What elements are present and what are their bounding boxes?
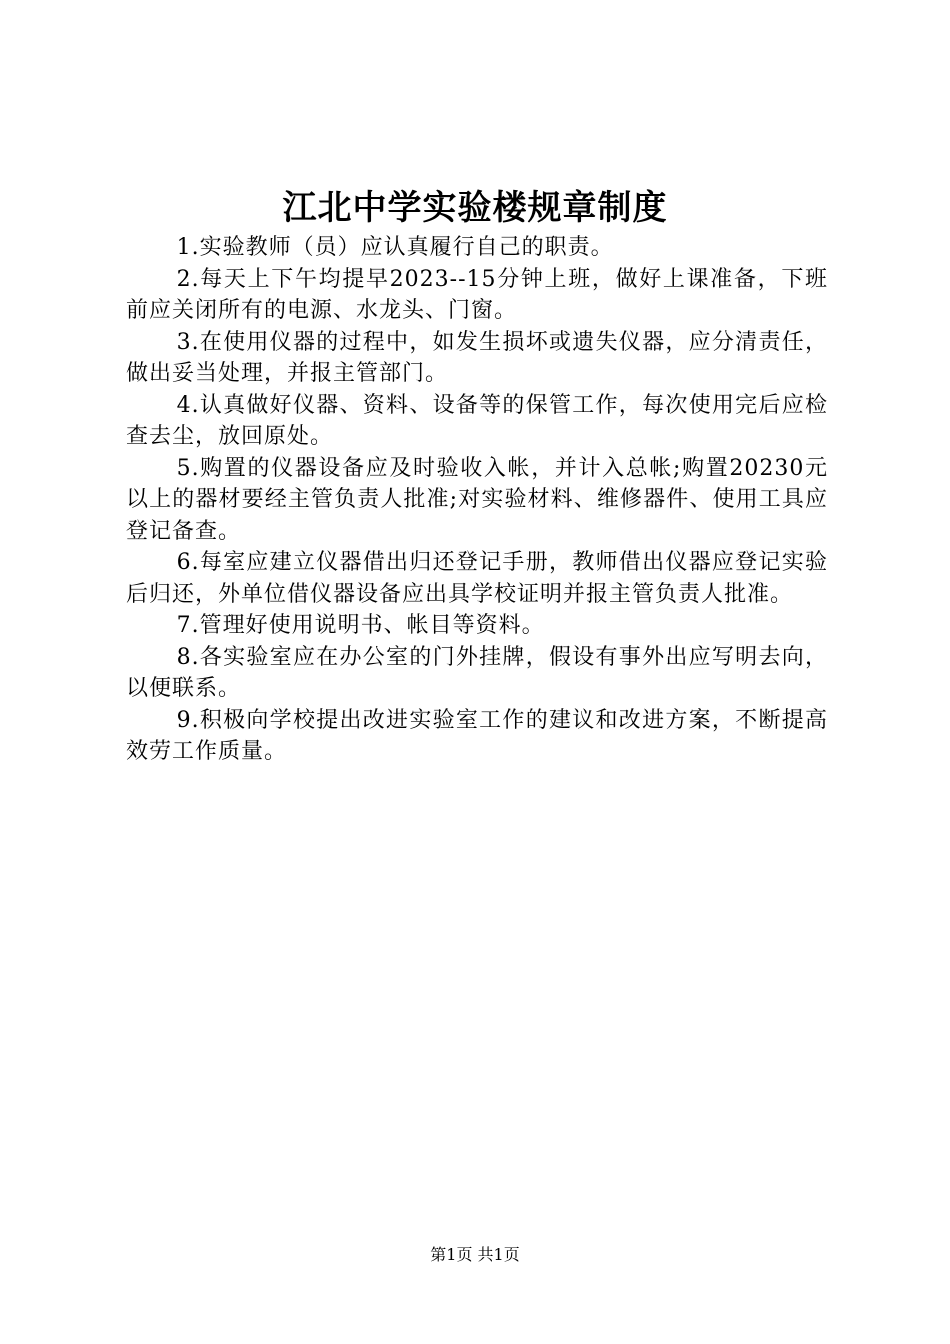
rule-item: 7.管理好使用说明书、帐目等资料。 [176, 613, 545, 638]
page-title: 江北中学实验楼规章制度 [282, 188, 668, 228]
rule-item: 8.各实验室应在办公室的门外挂牌，假设有事外出应写明去向，以便联系。 [126, 644, 828, 701]
rule-item: 5.购置的仪器设备应及时验收入帐，并计入总帐;购置20230元以上的器材要经主管负责人批准;对实验材料、维修器件、使用工具应登记备查。 [126, 455, 828, 544]
rule-item: 3.在使用仪器的过程中，如发生损坏或遗失仪器，应分清责任，做出妥当处理，并报主管部门。 [126, 329, 828, 386]
rule-item: 9.积极向学校提出改进实验室工作的建议和改进方案，不断提高效劳工作质量。 [126, 707, 828, 764]
page-number-footer: 第1页 共1页 [430, 1245, 520, 1264]
rule-item: 2.每天上下午均提早2023--15分钟上班，做好上课准备，下班前应关闭所有的电源、水龙头、门窗。 [126, 266, 828, 323]
rules-list [126, 232, 828, 768]
rule-item: 6.每室应建立仪器借出归还登记手册，教师借出仪器应登记实验后归还，外单位借仪器设备应出具学校证明并报主管负责人批准。 [126, 550, 828, 607]
rule-item: 1.实验教师（员）应认真履行自己的职责。 [176, 235, 614, 260]
rule-item: 4.认真做好仪器、资料、设备等的保管工作，每次使用完后应检查去尘，放回原处。 [126, 392, 828, 449]
